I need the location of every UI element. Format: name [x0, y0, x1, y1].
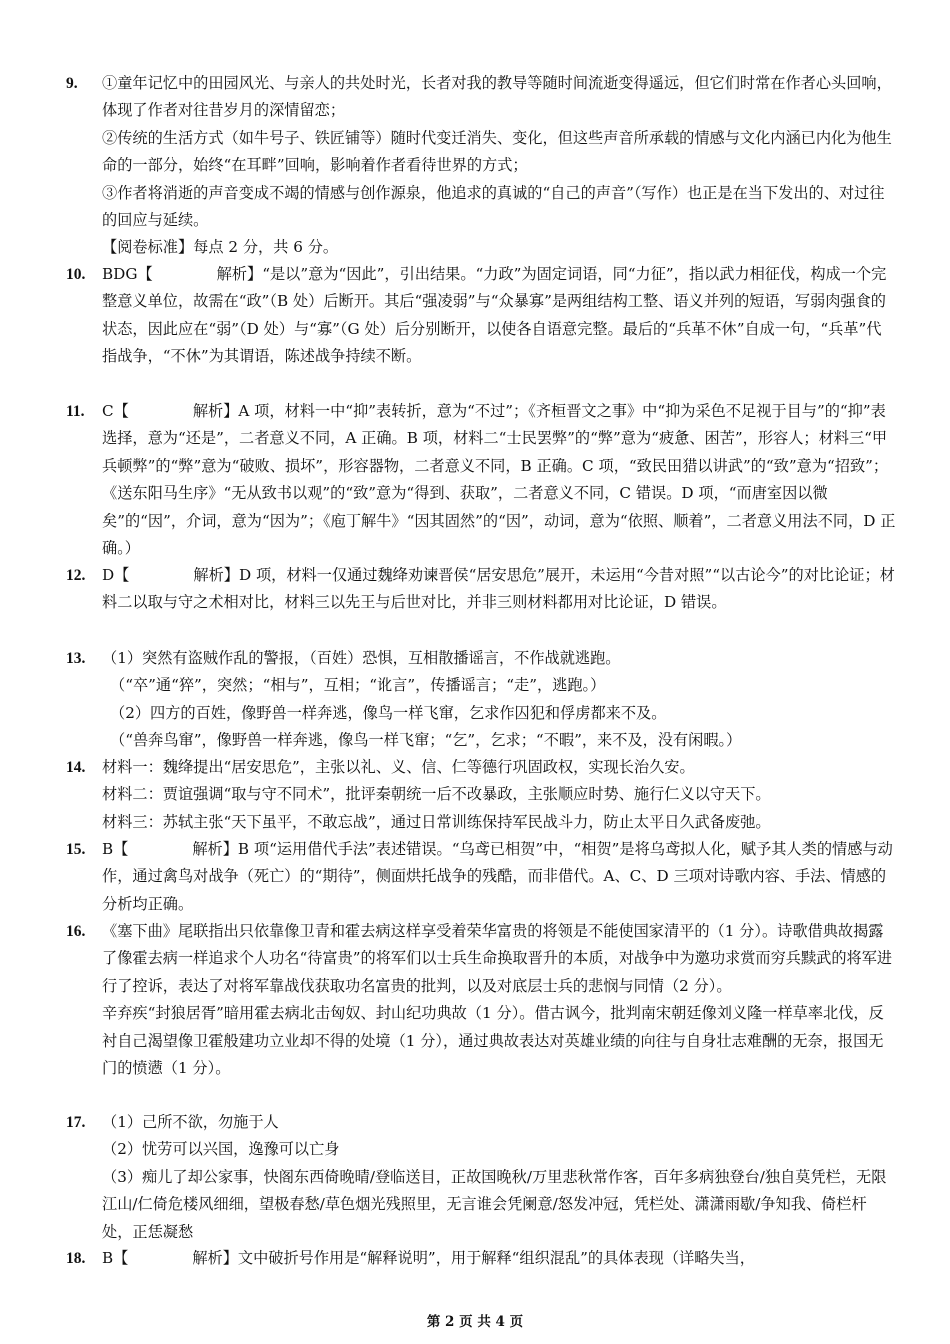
- item-number: 16.: [66, 923, 86, 940]
- answer-key: D【: [102, 566, 130, 584]
- answer-item-13: [66, 645, 896, 755]
- item-number: 15.: [66, 841, 86, 858]
- item-number: 12.: [66, 567, 86, 584]
- answer-paragraph: ③作者将消逝的声音变成不竭的情感与创作源泉，他追求的真诚的“自己的声音”（写作）也正是在当下发出的、对过往的回应与延续。: [102, 183, 885, 230]
- answer-paragraph: 材料三：苏轼主张“天下虽平，不敢忘战”，通过日常训练保持军民战斗力，防止太平日久武备废弛。: [102, 812, 771, 831]
- answer-item-15: [66, 836, 896, 918]
- answer-key: BDG【: [102, 265, 153, 283]
- analysis-text: A 项，材料一中“抑”表转折，意为“不过”；《齐桓晋文之事》中“抑为采色不足视于目与”的“抑”表选择，意为“还是”，二者意义不同，A 正确。B 项，材料二“士民罢弊”的“弊”意为“疲惫、困苦”，形容人；材料三“甲兵顿弊”的“弊”意为“破败、损坏”，形容器物，二者意义不同，B 正确。C 项，“致民田猎以讲武”的“致”意为“招致”；《送东阳马生序》“无从致书以观”的“致”意为“得到、获取”，二者意义不同，C 错误。D 项，“而唐室因以微矣”的“因”，介词，意为“因为”；《庖丁解牛》“因其固然”的“因”，动词，意为“依照、顺着”，二者意义用法不同，D 正确。）: [102, 402, 896, 558]
- analysis-text: “是以”意为“因此”，引出结果。“力政”为固定词语，同“力征”，指以武力相征伐，构成一个完整意义单位，故需在“政”（B 处）后断开。其后“强凌弱”与“众暴寡”是两组结构工整、语义并列的短语，写弱肉强食的状态，因此应在“弱”（D 处）与“寡”（G 处）后分别断开，以使各自语意完整。最后的“兵革不休”自成一句，“兵革”代指战争，“不休”为其谓语，陈述战争持续不断。: [102, 265, 887, 366]
- item-number: 11.: [66, 403, 85, 420]
- analysis-text: B 项“运用借代手法”表述错误。“乌鸢已相贺”中，“相贺”是将乌鸢拟人化，赋予其人类的情感与动作，通过禽鸟对战争（死亡）的“期待”，侧面烘托战争的残酷，而非借代。A、C、D 三项对诗歌内容、手法、情感的分析均正确。: [102, 840, 893, 913]
- analysis-label: 解析】: [192, 1249, 238, 1267]
- answer-item-9: [66, 70, 896, 262]
- answer-paragraph: （1）己所不欲，勿施于人: [102, 1113, 279, 1131]
- answer-key: B【: [102, 1249, 129, 1267]
- analysis-text: 文中破折号作用是“解释说明”，用于解释“组织混乱”的具体表现（详略失当，: [237, 1249, 755, 1267]
- answer-note: （“兽奔鸟窜”，像野兽一样奔逃，像鸟一样飞窜；“乞”，乞求；“不暇”，来不及，没有闲暇。）: [110, 731, 742, 750]
- answer-item-18: [66, 1245, 896, 1272]
- answer-paragraph: （1）突然有盗贼作乱的警报，（百姓）恐惧，互相散播谣言，不作战就逃跑。: [102, 649, 621, 667]
- answer-paragraph: ②传统的生活方式（如牛号子、铁匠铺等）随时代变迁消失、变化，但这些声音所承载的情感与文化内涵已内化为他生命的一部分，始终“在耳畔”回响，影响着作者看待世界的方式；: [102, 128, 892, 175]
- answer-key: B【: [102, 840, 129, 858]
- answer-item-11: [66, 398, 896, 562]
- analysis-label: 解析】: [192, 402, 239, 420]
- answer-item-14: [66, 754, 896, 836]
- analysis-text: D 项，材料一仅通过魏绛劝谏晋侯“居安思危”展开，未运用“今昔对照”“以古论今”的对比论证；材料二以取与守之术相对比，材料三以先王与后世对比，并非三则材料都用对比论证，D 错误。: [102, 566, 895, 612]
- item-number: 17.: [66, 1114, 86, 1131]
- answer-paragraph: （3）痴儿了却公家事，快阁东西倚晚晴/登临送目，正故国晚秋/万里悲秋常作客，百年多病独登台/独自莫凭栏，无限江山/仁倚危楼风细细，望极春愁/草色烟光残照里，无言谁会凭阑意/怒发冲冠，凭栏处、潇潇雨歇/争知我、倚栏杆处，正恁凝愁: [102, 1167, 887, 1241]
- answer-item-17: [66, 1109, 896, 1246]
- answer-paragraph: （2）四方的百姓，像野兽一样奔逃，像鸟一样飞窜，乞求作囚犯和俘虏都来不及。: [110, 703, 667, 722]
- analysis-label: 解析】: [216, 265, 263, 283]
- answer-item-10: [66, 261, 896, 371]
- answer-paragraph: 材料二：贾谊强调“取与守不同术”，批评秦朝统一后不改暴政，主张顺应时势、施行仁义以守天下。: [102, 785, 771, 804]
- item-number: 18.: [66, 1250, 86, 1267]
- answer-paragraph: 材料一：魏绛提出“居安思危”，主张以礼、义、信、仁等德行巩固政权，实现长治久安。: [102, 758, 695, 776]
- answer-item-16: [66, 918, 896, 1082]
- analysis-label: 解析】: [193, 566, 239, 584]
- answer-note: （“卒”通“猝”，突然；“相与”，互相；“讹言”，传播谣言；“走”，逃跑。）: [110, 676, 606, 695]
- item-number: 10.: [66, 266, 86, 283]
- analysis-label: 解析】: [192, 840, 238, 858]
- page-number-footer: 第 2 页 共 4 页: [426, 1314, 524, 1330]
- item-number: 9.: [66, 75, 78, 92]
- answer-paragraph: （2）忧劳可以兴国，逸豫可以亡身: [102, 1140, 340, 1159]
- answer-paragraph: 《塞下曲》尾联指出只依靠像卫青和霍去病这样享受着荣华富贵的将领是不能使国家清平的（1 分）。诗歌借典故揭露了像霍去病一样追求个人功名“待富贵”的将军们以士兵生命换取晋升的本质，对战争中为邀功求赏而穷兵黩武的将军进行了控诉，表达了对将军靠战伐获取功名富贵的批判，以及对底层士兵的悲悯与同情（2 分）。: [102, 922, 893, 995]
- item-number: 14.: [66, 759, 86, 776]
- answer-paragraph: ①童年记忆中的田园风光、与亲人的共处时光，长者对我的教导等随时间流逝变得遥远，但它们时常在作者心头回响，体现了作者对往昔岁月的深情留恋；: [102, 74, 892, 120]
- answer-item-12: [66, 562, 896, 617]
- answer-paragraph: 辛弃疾“封狼居胥”暗用霍去病北击匈奴、封山纪功典故（1 分）。借古讽今，批判南宋朝廷像刘义隆一样草率北伐，反衬自己渴望像卫霍般建功立业却不得的处境（1 分），通过典故表达对英雄业绩的向往与自身壮志难酬的无奈，报国无门的愤懑（1 分）。: [102, 1004, 884, 1078]
- item-number: 13.: [66, 650, 86, 667]
- answer-key: C【: [102, 402, 129, 420]
- grading-standard: 【阅卷标准】每点 2 分，共 6 分。: [102, 238, 339, 257]
